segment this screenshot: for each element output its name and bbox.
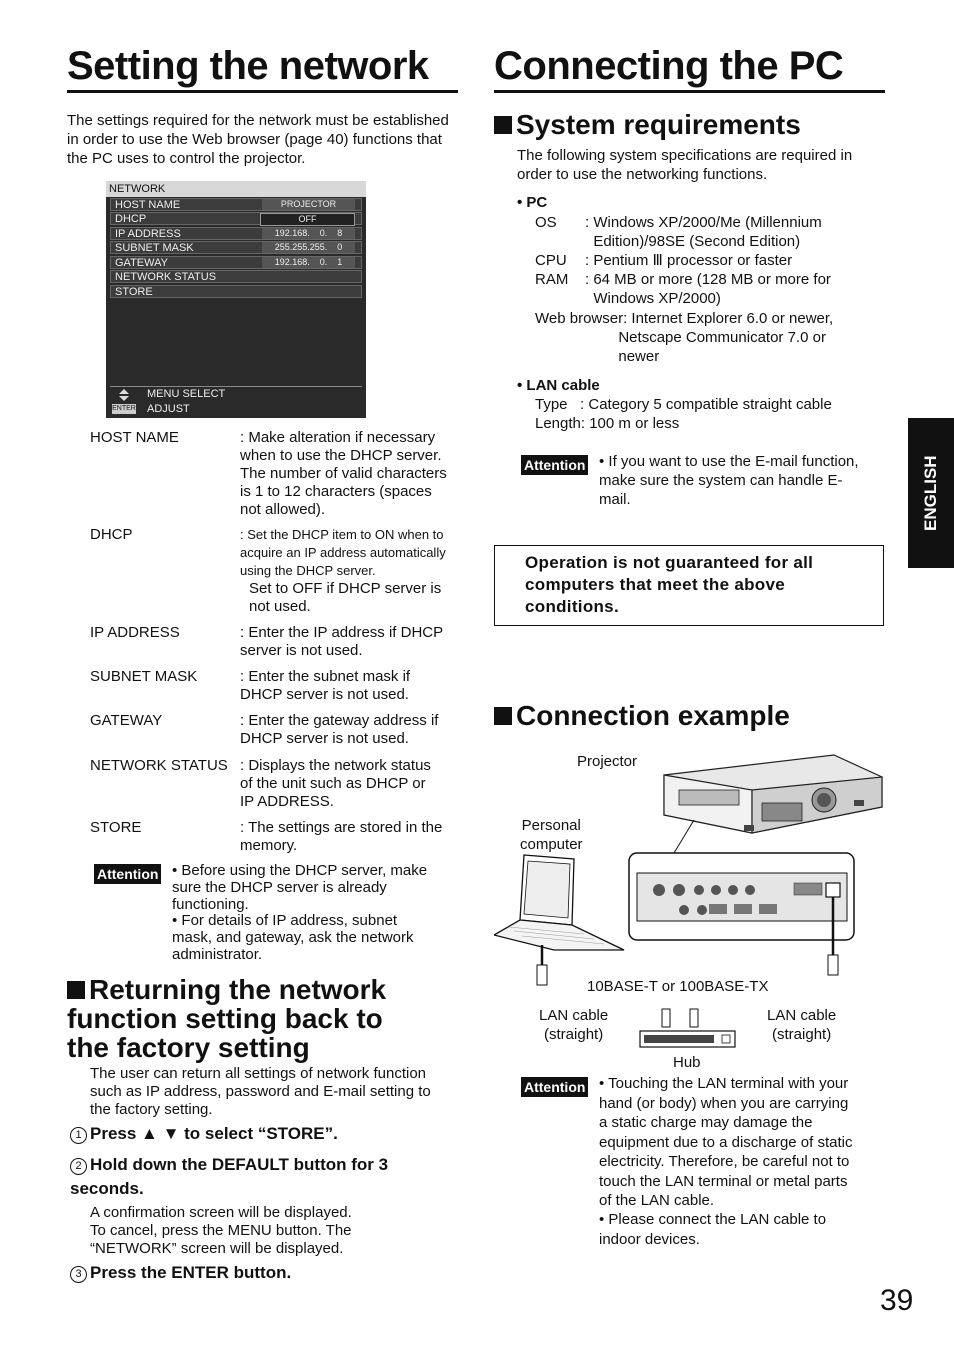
title-rule	[494, 90, 885, 93]
def-term-ip-address: IP ADDRESS	[90, 624, 180, 641]
network-intro: The settings required for the network must be established in order to use the Web browser (page 40) functions that the PC uses to control the projector.	[67, 112, 449, 167]
lan-port-icon	[826, 883, 840, 897]
attention-badge-email: Attention	[521, 455, 588, 475]
diagram-label-lan-right: LAN cable (straight)	[767, 1007, 837, 1043]
osd-adjust: ADJUST	[147, 403, 190, 415]
step-2: 2 Hold down the DEFAULT button for 3 seconds.	[70, 1155, 389, 1198]
attention-lan-2: • Please connect the LAN cable to indoor devices.	[599, 1211, 827, 1248]
attention-dhcp-2: • For details of IP address, subnet mask, and gateway, ask the network administrator.	[172, 912, 414, 963]
diagram-label-hub: Hub	[673, 1054, 701, 1071]
osd-row-network-status: NETWORK STATUS	[110, 270, 362, 283]
def-term-dhcp: DHCP	[90, 526, 133, 543]
def-desc-ip-address: : Enter the IP address if DHCP server is not used.	[240, 624, 444, 659]
attention-badge-dhcp: Attention	[94, 864, 161, 884]
spec-web-browser: Web browser: Internet Explorer 6.0 or newer, Netscape Communicator 7.0 or newer	[535, 310, 834, 365]
spec-ram-value: : 64 MB or more (128 MB or more for Windows XP/2000)	[585, 271, 831, 307]
osd-menu-select: MENU SELECT	[147, 388, 226, 400]
page-title-connecting-pc: Connecting the PC	[494, 44, 844, 88]
updown-arrows-icon	[118, 389, 130, 401]
def-term-store: STORE	[90, 819, 142, 836]
osd-row-host-name: HOST NAME PROJECTOR	[110, 198, 362, 211]
laptop-icon	[494, 855, 624, 950]
square-bullet-icon	[67, 981, 85, 999]
osd-row-dhcp: DHCP OFF	[110, 212, 362, 225]
step-number-icon: 2	[70, 1158, 87, 1175]
attention-dhcp-1: • Before using the DHCP server, make sure the DHCP server is already functioning.	[172, 862, 428, 913]
diagram-label-pc: Personal computer	[520, 817, 583, 853]
warning-text: Operation is not guaranteed for all computers that meet the above conditions.	[525, 553, 814, 616]
warning-box	[494, 545, 884, 626]
diagram-label-standard: 10BASE-T or 100BASE-TX	[587, 978, 769, 995]
def-desc-subnet-mask: : Enter the subnet mask if DHCP server is not used.	[240, 668, 411, 703]
page-number: 39	[880, 1284, 914, 1317]
lan-type: Type : Category 5 compatible straight cable	[535, 396, 832, 413]
title-rule	[67, 90, 458, 93]
osd-row-gateway: GATEWAY 192.168. 0. 1	[110, 256, 362, 269]
sysreq-intro: The following system specifications are required in order to use the networking functions.	[517, 147, 853, 183]
attention-badge-lan: Attention	[521, 1077, 588, 1097]
language-tab: ENGLISH	[908, 418, 954, 568]
step-2-note: A confirmation screen will be displayed. To cancel, press the MENU button. The “NETWORK” screen will be displayed.	[90, 1204, 352, 1257]
def-term-host-name: HOST NAME	[90, 429, 179, 446]
sysreq-heading: System requirements	[494, 110, 801, 139]
spec-cpu-key: CPU	[535, 252, 567, 269]
step-1: 1 Press ▲ ▼ to select “STORE”.	[70, 1122, 338, 1146]
spec-os-key: OS	[535, 214, 557, 231]
def-desc-network-status: : Displays the network status of the unit such as DHCP or IP ADDRESS.	[240, 757, 431, 810]
def-term-gateway: GATEWAY	[90, 712, 163, 729]
step-3: 3 Press the ENTER button.	[70, 1261, 291, 1285]
reset-intro: The user can return all settings of network function such as IP address, password and E-mail setting to the factory setting.	[90, 1065, 431, 1118]
reset-heading: Returning the network function setting back to the factory setting	[67, 974, 387, 1063]
projector-icon	[664, 755, 882, 833]
spec-cpu-value: : Pentium Ⅲ processor or faster	[585, 252, 793, 269]
osd-row-ip-address: IP ADDRESS 192.168. 0. 8	[110, 227, 362, 240]
def-term-network-status: NETWORK STATUS	[90, 757, 228, 774]
lan-length: Length: 100 m or less	[535, 415, 680, 432]
def-desc-dhcp-on: : Set the DHCP item to ON when to acquire an IP address automatically using the DHCP server.	[240, 527, 446, 578]
diagram-label-projector: Projector	[577, 753, 638, 770]
step-number-icon: 1	[70, 1127, 87, 1144]
def-desc-store: : The settings are stored in the memory.	[240, 819, 443, 854]
step-number-icon: 3	[70, 1266, 87, 1283]
osd-header: NETWORK	[106, 181, 366, 197]
enter-key-icon: ENTER	[112, 405, 136, 412]
network-osd-screen	[106, 181, 366, 418]
spec-os-value: : Windows XP/2000/Me (Millennium Edition)/98SE (Second Edition)	[585, 214, 822, 250]
lan-label: • LAN cable	[517, 377, 600, 394]
attention-lan-1: • Touching the LAN terminal with your hand (or body) when you are carrying a static charge may damage the equipment due to a discharge of static electricity. Therefore, be careful not to touch the LAN terminal or metal parts of the LAN cable.	[599, 1075, 853, 1209]
osd-row-store: STORE	[110, 285, 362, 298]
page-title-setting-network: Setting the network	[67, 44, 429, 88]
pc-label: • PC	[517, 194, 548, 211]
def-desc-host-name: : Make alteration if necessary when to use the DHCP server. The number of valid characters is 1 to 12 characters (spaces not allowed).	[240, 429, 447, 518]
square-bullet-icon	[494, 707, 512, 725]
def-desc-gateway: : Enter the gateway address if DHCP server is not used.	[240, 712, 439, 747]
def-desc-dhcp-off: Set to OFF if DHCP server is not used.	[249, 580, 442, 615]
attention-email: • If you want to use the E-mail function, make sure the system can handle E- mail.	[599, 453, 859, 508]
spec-ram-key: RAM	[535, 271, 569, 288]
diagram-label-lan-left: LAN cable (straight)	[539, 1007, 609, 1043]
connection-heading: Connection example	[494, 701, 790, 730]
def-term-subnet-mask: SUBNET MASK	[90, 668, 198, 685]
osd-row-subnet-mask: SUBNET MASK 255.255.255. 0	[110, 241, 362, 254]
osd-divider	[110, 386, 362, 387]
square-bullet-icon	[494, 116, 512, 134]
